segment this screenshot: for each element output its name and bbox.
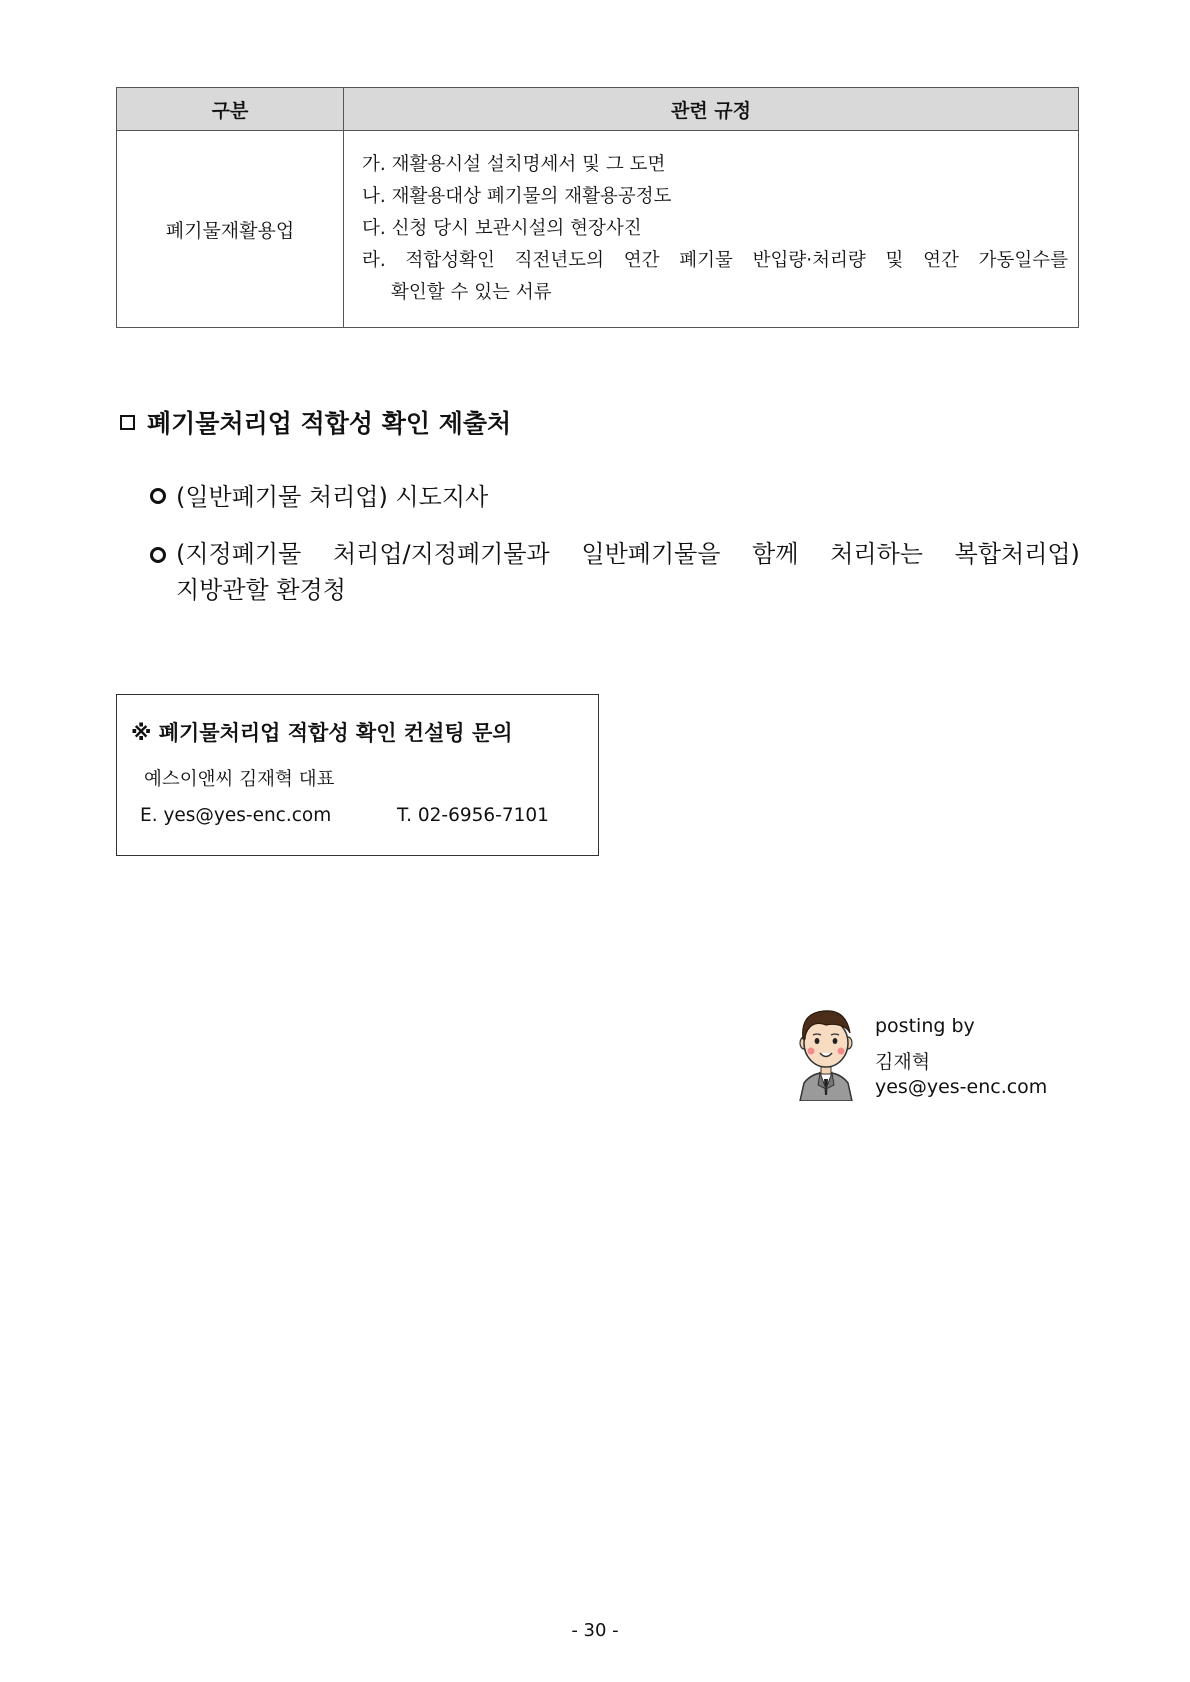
word: 연간 <box>923 250 959 271</box>
circle-bullet-icon <box>150 488 166 504</box>
word: 반입량·처리량 <box>752 250 866 271</box>
item-na: 나. 재활용대상 폐기물의 재활용공정도 <box>362 186 672 207</box>
item-ra <box>362 245 1068 277</box>
circle-bullet-icon <box>150 547 166 563</box>
word: 라. <box>362 250 386 271</box>
word: 처리업/지정폐기물과 <box>332 540 550 568</box>
bullet-text <box>176 536 1080 572</box>
square-bullet-icon <box>120 415 135 430</box>
word: 및 <box>885 250 904 271</box>
word: 폐기물 <box>679 250 733 271</box>
bullet-text-continued: 지방관할 환경청 <box>176 576 346 604</box>
header-category: 구분 <box>117 88 344 131</box>
bullet-text: (일반폐기물 처리업) 시도지사 <box>176 483 489 511</box>
businessman-avatar-icon <box>796 1005 856 1101</box>
page-number: - 30 - <box>571 1620 619 1641</box>
table-row <box>117 131 1079 328</box>
consult-name: 예스이앤씨 김재혁 대표 <box>144 769 335 790</box>
header-regulation: 관련 규정 <box>344 88 1079 131</box>
word: 가동일수를 <box>978 250 1068 271</box>
item-ga: 가. 재활용시설 설치명세서 및 그 도면 <box>362 154 666 175</box>
item-da: 다. 신청 당시 보관시설의 현장사진 <box>362 218 642 239</box>
word: (지정폐기물 <box>176 540 302 568</box>
list-item <box>150 477 488 512</box>
word: 일반폐기물을 <box>581 540 721 568</box>
word: 연간 <box>623 250 660 271</box>
word: 함께 <box>752 540 799 568</box>
row-category: 폐기물재활용업 <box>117 131 344 328</box>
consult-phone: T. 02-6956-7101 <box>397 805 549 826</box>
posting-by-label: posting by <box>875 1015 975 1037</box>
word: 처리하는 <box>830 540 923 568</box>
section-title <box>120 404 511 440</box>
posting-author-name: 김재혁 <box>875 1051 931 1073</box>
consult-email: E. yes@yes-enc.com <box>140 805 332 826</box>
consult-title: ※ 폐기물처리업 적합성 확인 컨설팅 문의 <box>131 721 513 745</box>
word: 적합성확인 <box>405 250 495 271</box>
word: 복합처리업) <box>954 540 1080 568</box>
section-title-text: 폐기물처리업 적합성 확인 제출처 <box>147 409 512 438</box>
consult-box <box>116 694 599 856</box>
table-header-row <box>117 88 1079 131</box>
regulation-table <box>116 87 1079 328</box>
list-item <box>150 536 1080 608</box>
item-ra-continued: 확인할 수 있는 서류 <box>391 282 552 303</box>
word: 직전년도의 <box>514 250 604 271</box>
posting-author-email: yes@yes-enc.com <box>875 1076 1048 1098</box>
row-items <box>344 131 1079 328</box>
